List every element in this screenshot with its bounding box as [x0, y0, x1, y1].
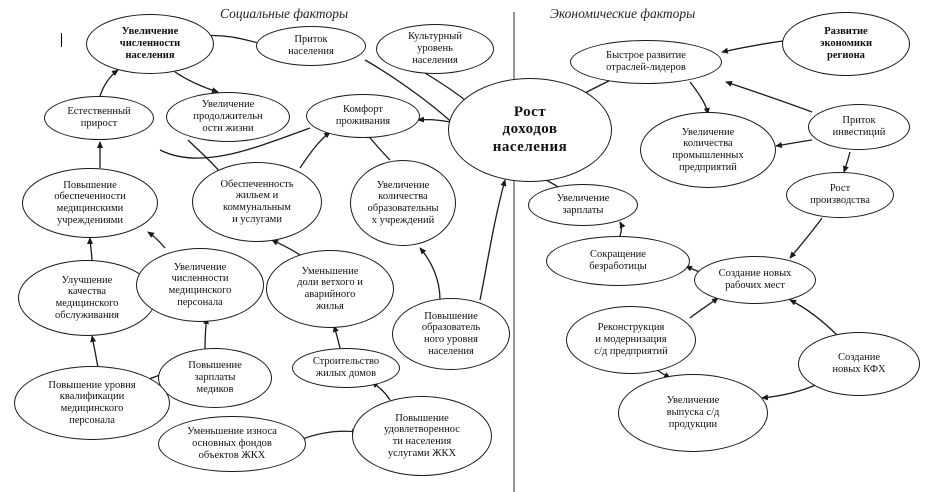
- node-education-level: Повышение образователь ного уровня населения: [392, 298, 510, 370]
- edge-edulevel-to-center: [480, 180, 505, 300]
- node-agri-output: Увеличение выпуска с/д продукции: [618, 374, 768, 452]
- edge-leaders-to-enterprises: [690, 82, 708, 114]
- node-industrial-enterprises: Увеличение количества промышленных предприятий: [640, 112, 776, 188]
- node-medical-provision: Повышение обеспеченности медицинскими учреждениями: [22, 168, 158, 238]
- edge-dilapidated-to-housing: [272, 240, 300, 255]
- node-population-growth: Увеличение численности населения: [86, 14, 214, 74]
- edge-investment-to-leaders: [726, 82, 812, 112]
- node-unemployment-reduction: Сокращение безработицы: [546, 236, 690, 286]
- edge-kfh-to-output: [762, 384, 818, 398]
- edge-kfh-to-jobs: [790, 300, 838, 336]
- node-modernization: Реконструкция и модернизация с/д предприятий: [566, 306, 696, 374]
- node-medical-quality: Улучшение качества медицинского обслуживания: [18, 260, 156, 336]
- text-cursor: [61, 33, 62, 47]
- node-living-comfort: Комфорт проживания: [306, 94, 420, 138]
- node-natural-increase: Естественный прирост: [44, 96, 154, 140]
- node-salary-increase: Увеличение зарплаты: [528, 184, 638, 226]
- node-staff-qualification: Повышение уровня квалификации медицинского персонала: [14, 366, 170, 440]
- node-leading-industries: Быстрое развитие отраслей-лидеров: [570, 40, 722, 84]
- edge-medstaff-to-medprov: [148, 232, 165, 248]
- edge-edulevel-to-educount: [420, 248, 440, 300]
- edge-pop-to-longevity: [175, 72, 218, 92]
- edge-natural-to-pop: [100, 70, 118, 96]
- heading-economic: Экономические факторы: [550, 6, 696, 21]
- node-new-farms: Создание новых КФХ: [798, 332, 920, 396]
- node-dilapidated-housing: Уменьшение доли ветхого и аварийного жилья: [266, 250, 394, 328]
- node-investment-inflow: Приток инвестиций: [808, 104, 910, 150]
- edge-qualification-to-medquality: [92, 336, 98, 368]
- edge-production-to-jobs: [790, 218, 822, 258]
- edge-wear-to-satisfaction: [300, 431, 358, 440]
- node-cultural-level: Культурный уровень населения: [376, 24, 494, 74]
- edge-investment-to-production: [844, 152, 850, 172]
- edge-unemployment-to-wages: [620, 222, 622, 236]
- node-regional-economy: Развитие экономики региона: [782, 12, 910, 76]
- edge-medquality-to-medprov: [90, 238, 92, 262]
- edge-center-to-comfort: [418, 120, 450, 122]
- node-educational-institutions: Увеличение количества образовательны х учреждений: [350, 160, 456, 246]
- node-new-jobs: Создание новых рабочих мест: [694, 256, 816, 304]
- node-medical-staff: Увеличение численности медицинского персонала: [136, 248, 264, 322]
- node-population-inflow: Приток населения: [256, 26, 366, 66]
- edge-housing-to-comfort: [300, 132, 330, 168]
- node-income-growth: Рост доходов населения: [448, 78, 612, 182]
- edge-construction-to-dilapidated: [334, 326, 340, 348]
- edge-region-to-leaders: [722, 40, 790, 52]
- edge-salary-to-medstaff: [205, 318, 207, 350]
- heading-social: Социальные факторы: [220, 6, 349, 21]
- edge-investment-to-enterprises: [776, 140, 812, 146]
- node-medic-salaries: Повышение зарплаты медиков: [158, 348, 272, 408]
- node-housing-construction: Строительство жилых домов: [292, 348, 400, 388]
- node-asset-wear: Уменьшение износа основных фондов объектов ЖКХ: [158, 416, 306, 472]
- edge-housing-to-longevity: [188, 140, 220, 172]
- node-housing-utilities: Обеспеченность жильем и коммунальным и услугами: [192, 162, 322, 242]
- node-life-expectancy: Увеличение продолжительн ости жизни: [166, 92, 290, 142]
- node-utility-satisfaction: Повышение удовлетвореннос ти населения услугами ЖКХ: [352, 396, 492, 476]
- edge-modernization-to-jobs: [690, 298, 718, 318]
- node-production-growth: Рост производства: [786, 172, 894, 218]
